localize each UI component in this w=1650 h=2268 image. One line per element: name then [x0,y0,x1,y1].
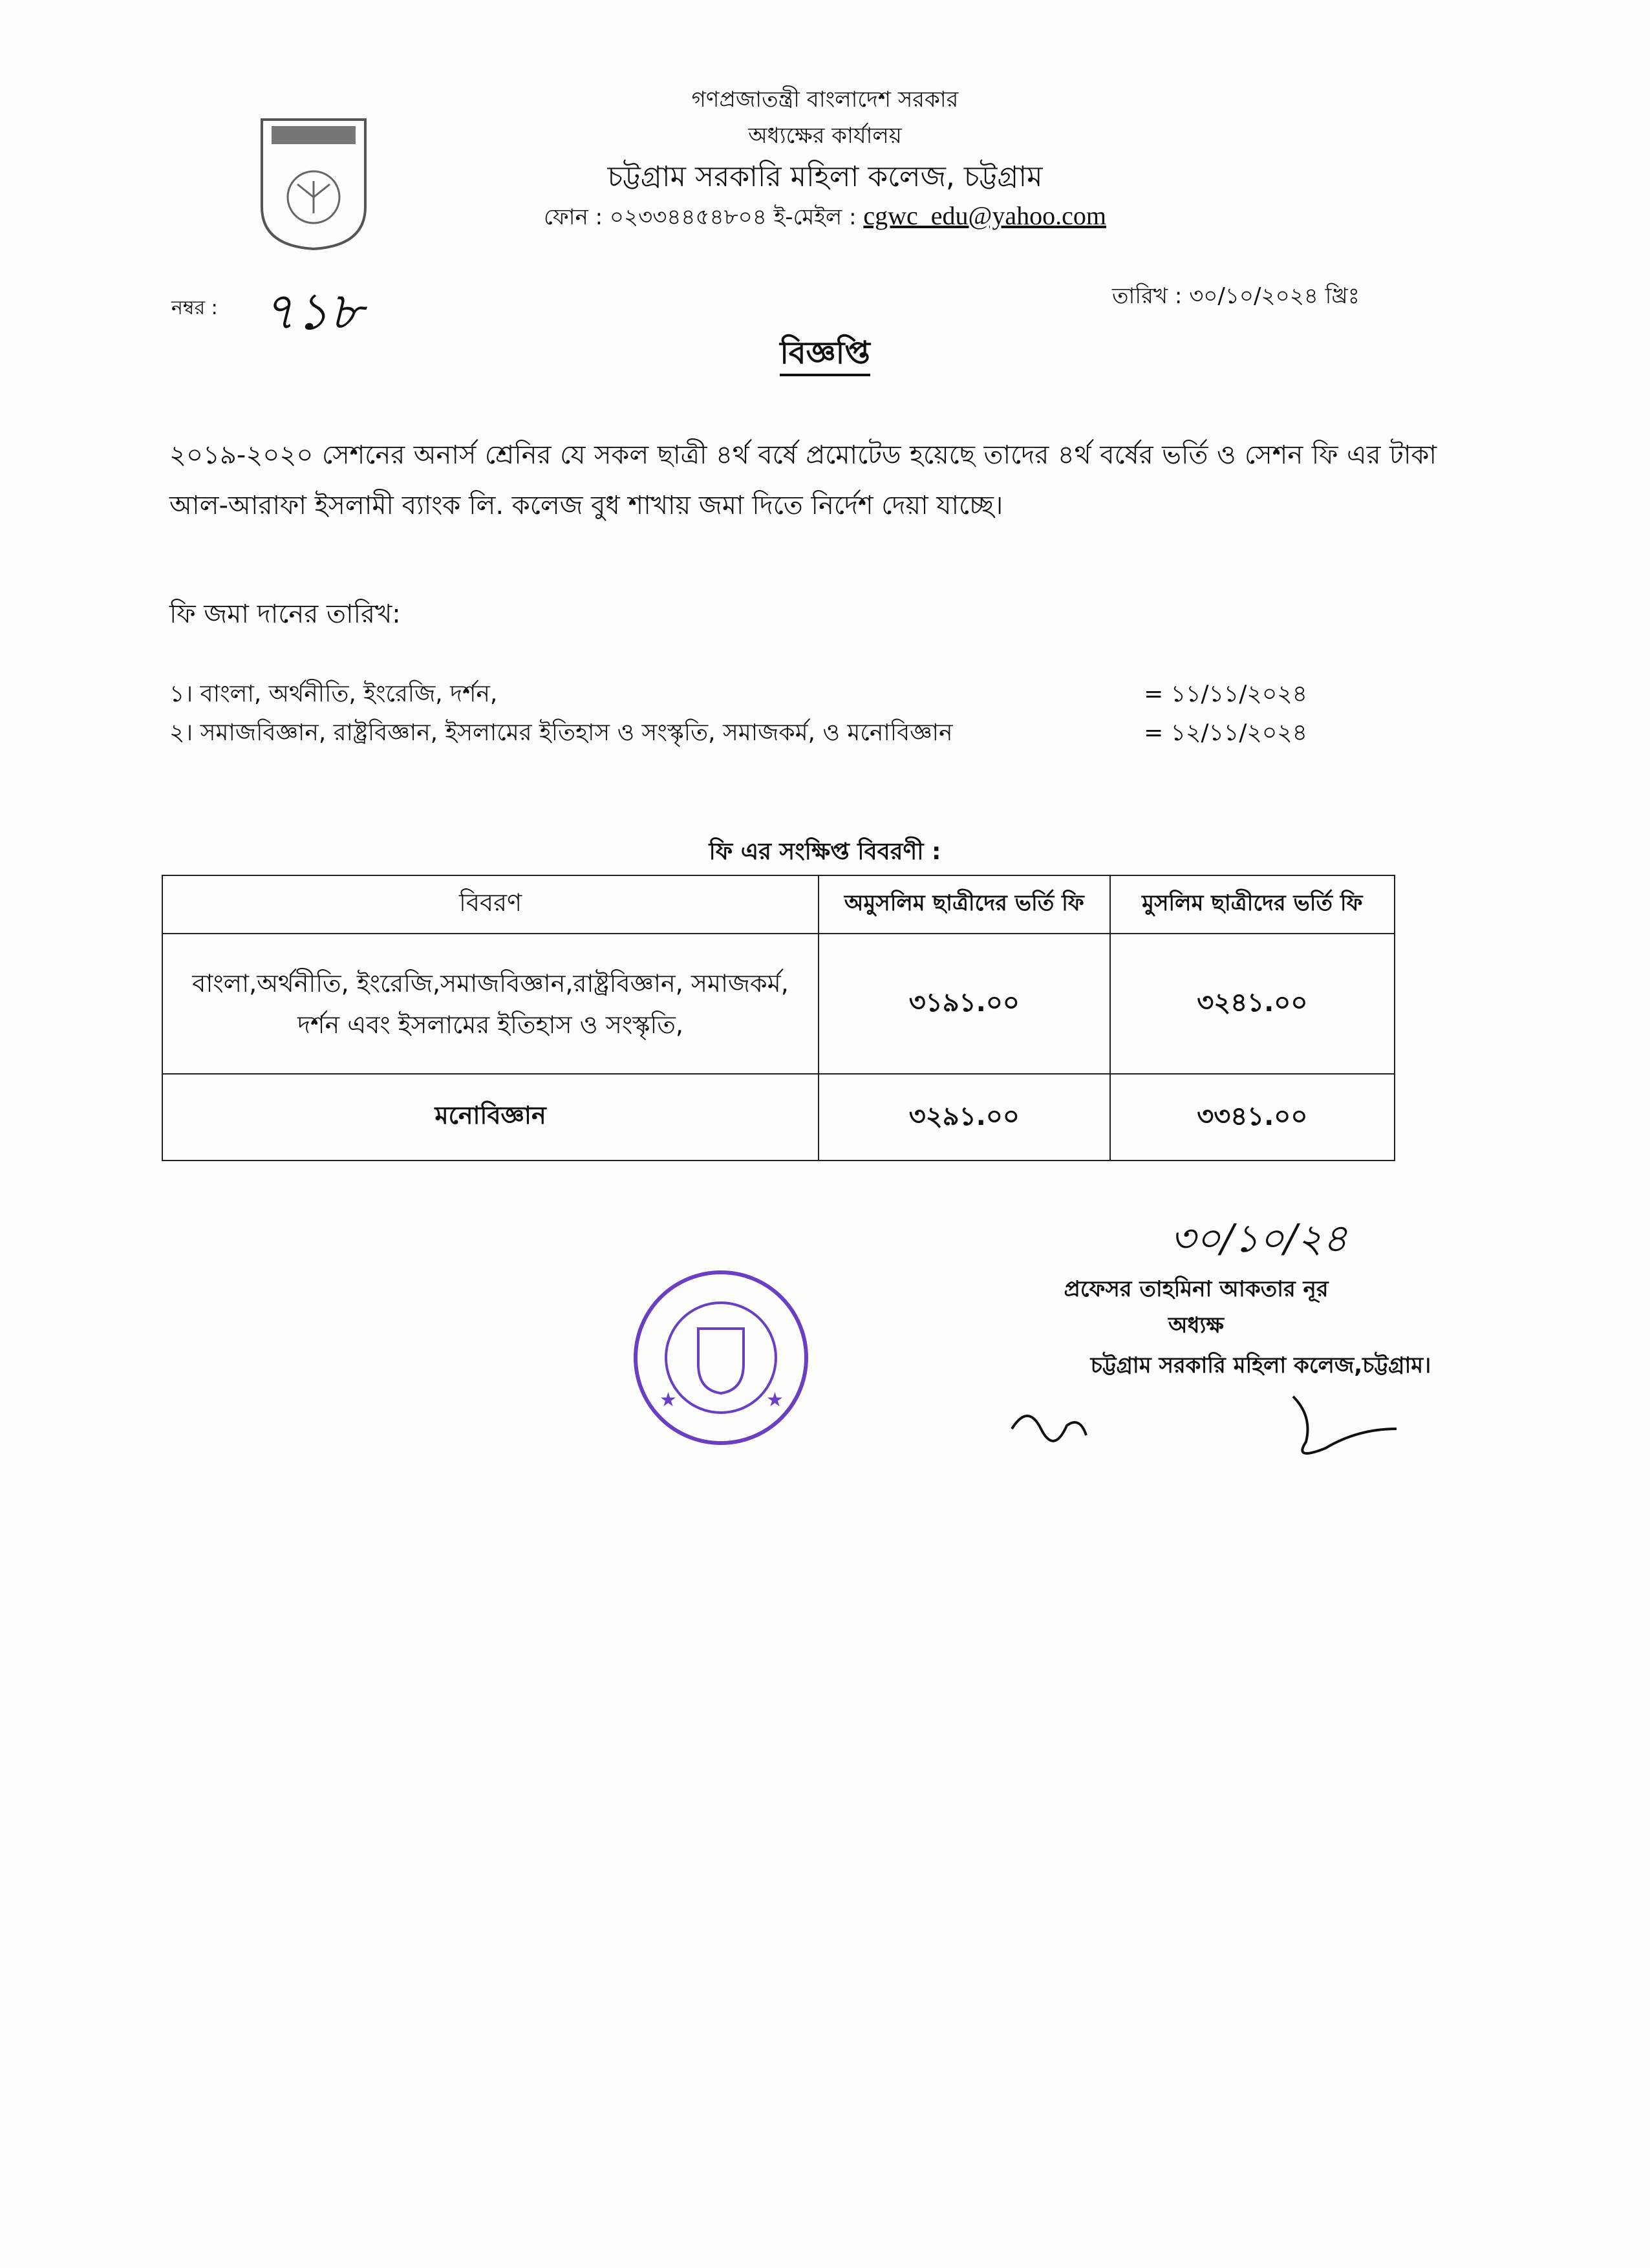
row-muslim-fee: ৩২৪১.০০ [1110,934,1395,1074]
notice-date: তারিখ : ৩০/১০/২০২৪ খ্রিঃ [1112,283,1360,309]
memo-number: ৭১৮ [262,281,363,341]
notice-body: ২০১৯-২০২০ সেশনের অনার্স শ্রেনির যে সকল ছাত্রী ৪র্থ বর্ষে প্রমোটেড হয়েছে তাদের ৪র্থ বর্ষের ভর্তি ও সেশন ফি এর টাকা আল-আরাফা ইসলামী ব্যাংক লি. কলেজ বুধ শাখায় জমা দিতে নির্দেশ দেয়া যাচ্ছে। [169,440,1437,520]
header-nonmuslim-fee: অমুসলিম ছাত্রীদের ভর্তি ফি [819,875,1109,934]
email-link[interactable]: cgwc_edu@yahoo.com [863,201,1106,230]
table-row [162,1074,1395,1161]
college-name: চট্টগ্রাম সরকারি মহিলা কলেজ, চট্টগ্রাম [607,160,1043,193]
row-muslim-fee: ৩৩৪১.০০ [1110,1074,1395,1161]
row-description: মনোবিজ্ঞান [162,1074,819,1161]
principal-designation: অধ্যক্ষ [1168,1312,1224,1338]
table-header-row [162,875,1395,934]
schedule-item [169,676,1307,715]
row-description: বাংলা,অর্থনীতি, ইংরেজি,সমাজবিজ্ঞান,রাষ্ট্রবিজ্ঞান, সমাজকর্ম, দর্শন এবং ইসলামের ইতিহাস ও সংস্কৃতি, [162,934,819,1074]
schedule-item [169,715,1307,754]
contact-line [0,200,1650,237]
fee-date-heading: ফি জমা দানের তারিখ: [169,599,401,629]
fee-table-title: ফি এর সংক্ষিপ্ত বিবরণী : [709,839,941,865]
notice-title-text: বিজ্ঞপ্তি [780,335,870,376]
header-muslim-fee: মুসলিম ছাত্রীদের ভর্তি ফি [1110,875,1395,934]
schedule-date: = ১১/১১/২০২৪ [1144,681,1307,707]
row-nonmuslim-fee: ৩১৯১.০০ [819,934,1109,1074]
svg-text:★: ★ [766,1389,784,1411]
notice-title [0,330,1650,381]
fee-table [162,875,1395,1161]
handwritten-signature-date: ৩০/১০/২৪ [1170,1216,1348,1261]
official-seal-stamp [627,1267,815,1448]
schedule-date: = ১২/১১/২০২৪ [1144,720,1307,746]
contact-phone: ফোন : ০২৩৩৪৪৫৪৮০৪ ই-মেইল : [544,204,864,230]
svg-text:★: ★ [659,1389,677,1411]
schedule-subjects: ১। বাংলা, অর্থনীতি, ইংরেজি, দর্শন, [169,681,498,707]
govt-header: গণপ্রজাতন্ত্রী বাংলাদেশ সরকার [691,87,959,112]
handwritten-signature [1009,1390,1409,1470]
principal-office: চট্টগ্রাম সরকারি মহিলা কলেজ,চট্টগ্রাম। [1090,1353,1431,1378]
table-row [162,934,1395,1074]
memo-label: নম্বর : [171,297,218,319]
row-nonmuslim-fee: ৩২৯১.০০ [819,1074,1109,1161]
header-description: বিবরণ [162,875,819,934]
office-header: অধ্যক্ষের কার্যালয় [748,123,902,149]
principal-name: প্রফেসর তাহমিনা আকতার নূর [1064,1276,1329,1302]
schedule-subjects: ২। সমাজবিজ্ঞান, রাষ্ট্রবিজ্ঞান, ইসলামের ইতিহাস ও সংস্কৃতি, সমাজকর্ম, ও মনোবিজ্ঞান [169,720,953,746]
